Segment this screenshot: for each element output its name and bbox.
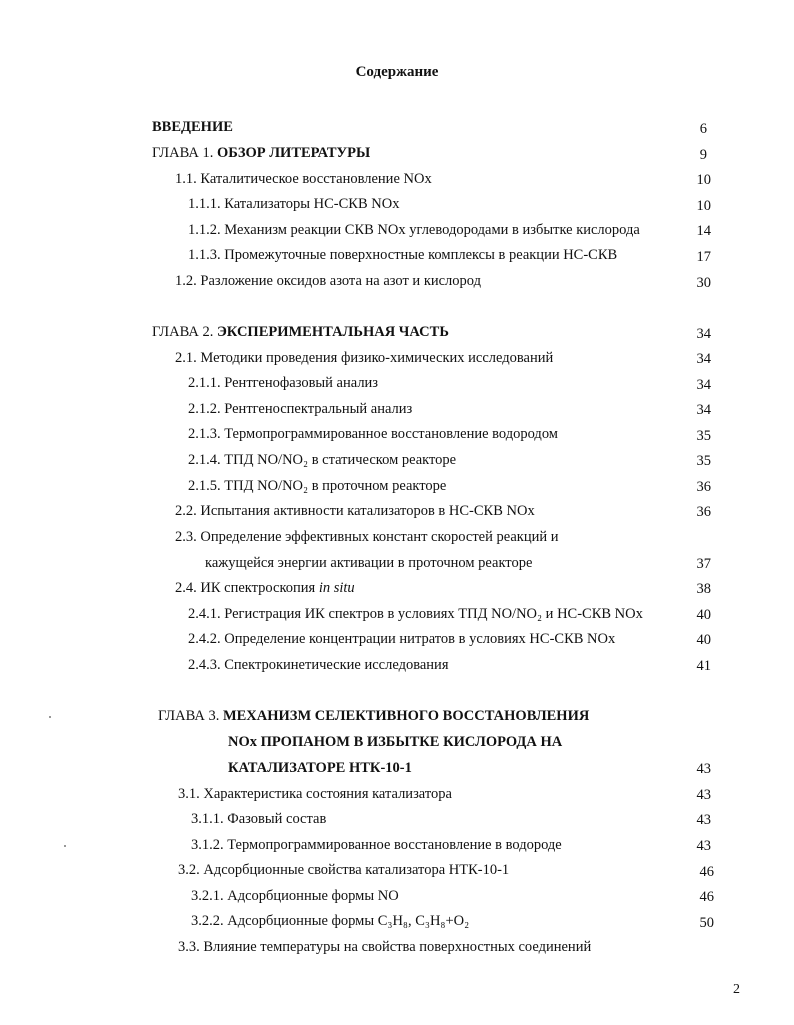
toc-entry-bold-text: МЕХАНИЗМ СЕЛЕКТИВНОГО ВОССТАНОВЛЕНИЯ (222, 708, 590, 724)
toc-page-number: 35 (696, 428, 711, 444)
toc-entry-1-1[interactable]: 1.1. Каталитическое восстановление NOx (175, 171, 432, 187)
toc-page-number: 36 (696, 479, 711, 495)
scan-speck (64, 845, 66, 847)
toc-entry-3-1-2[interactable]: 3.1.2. Термопрограммированное восстановление в водороде (191, 837, 562, 853)
toc-entry-3-3[interactable]: 3.3. Влияние температуры на свойства поверхностных соединений (178, 939, 592, 955)
toc-entry-prefix: ГЛАВА 3. (158, 708, 223, 724)
toc-page-number: 40 (696, 607, 711, 623)
toc-page-number: 37 (696, 556, 711, 572)
toc-page-number: 50 (699, 915, 714, 931)
toc-page-number: 34 (696, 351, 711, 367)
toc-entry-2-1-5[interactable]: 2.1.5. ТПД NO/NO₂ в проточном реакторе (188, 478, 447, 494)
toc-page-number: 40 (696, 632, 711, 648)
toc-entry-chapter-3-line-2[interactable] (228, 733, 562, 751)
toc-entry-chapter-2[interactable] (152, 323, 449, 341)
toc-page-number: 43 (696, 761, 711, 777)
toc-page-number: 6 (699, 121, 707, 137)
toc-entry-bold-text: ЭКСПЕРИМЕНТАЛЬНАЯ ЧАСТЬ (216, 324, 449, 340)
toc-entry-chapter-3-line-3[interactable] (228, 759, 412, 777)
toc-entry-2-1-4[interactable]: 2.1.4. ТПД NO/NO₂ в статическом реакторе (188, 452, 457, 468)
toc-page-number: 10 (696, 172, 711, 188)
toc-page-number: 46 (699, 889, 714, 905)
toc-page-number: 43 (696, 812, 711, 828)
toc-entry-prefix: ГЛАВА 2. (152, 324, 217, 340)
toc-entry-bold-text: ВВЕДЕНИЕ (152, 119, 233, 135)
toc-entry-2-3[interactable]: 2.3. Определение эффективных констант скоростей реакций и (175, 529, 559, 545)
toc-entry-prefix: ГЛАВА 1. (152, 145, 217, 161)
toc-entry-3-1-1[interactable]: 3.1.1. Фазовый состав (191, 811, 327, 827)
toc-page-number: 34 (696, 402, 711, 418)
toc-entry-3-2-1[interactable]: 3.2.1. Адсорбционные формы NO (191, 888, 399, 904)
toc-entry-1-1-3[interactable]: 1.1.3. Промежуточные поверхностные комплексы в реакции НС-СКВ (188, 247, 618, 263)
toc-entry-1-1-1[interactable]: 1.1.1. Катализаторы НС-СКВ NOx (188, 196, 400, 212)
toc-page-number: 35 (696, 453, 711, 469)
toc-entry-1-1-2[interactable]: 1.1.2. Механизм реакции СКВ NOx углеводородами в избытке кислорода (188, 222, 640, 238)
toc-entry-italic-text: in situ (318, 580, 355, 596)
toc-page-number: 9 (699, 147, 707, 163)
toc-entry-3-1[interactable]: 3.1. Характеристика состояния катализатора (178, 786, 452, 802)
toc-page-number: 10 (696, 198, 711, 214)
toc-page-number: 43 (696, 787, 711, 803)
toc-entry-introduction[interactable] (152, 118, 233, 136)
toc-entry-2-1-1[interactable]: 2.1.1. Рентгенофазовый анализ (188, 375, 379, 391)
toc-entry-2-1[interactable]: 2.1. Методики проведения физико-химических исследований (175, 350, 554, 366)
toc-entry-3-2[interactable]: 3.2. Адсорбционные свойства катализатора НТК-10-1 (178, 862, 510, 878)
toc-page-number: 34 (696, 377, 711, 393)
toc-entry-2-4-1[interactable]: 2.4.1. Регистрация ИК спектров в условиях ТПД NO/NO₂ и НС-СКВ NOx (188, 606, 643, 622)
toc-page-number: 43 (696, 838, 711, 854)
toc-entry-2-4-2[interactable]: 2.4.2. Определение концентрации нитратов в условиях НС-СКВ NOx (188, 631, 616, 647)
toc-entry-2-2[interactable]: 2.2. Испытания активности катализаторов в НС-СКВ NOx (175, 503, 535, 519)
toc-page-number: 41 (696, 658, 711, 674)
toc-entry-3-2-2[interactable]: 3.2.2. Адсорбционные формы C₃H₈, C₃H₈+O₂ (191, 913, 470, 929)
toc-entry-chapter-1[interactable] (152, 144, 370, 162)
scan-speck (49, 716, 51, 718)
toc-entry-1-2[interactable]: 1.2. Разложение оксидов азота на азот и кислород (175, 273, 482, 289)
toc-entry-2-4[interactable] (175, 579, 355, 597)
toc-page-number: 14 (696, 223, 711, 239)
toc-entry-2-3-continued[interactable]: кажущейся энергии активации в проточном реакторе (205, 555, 533, 571)
page-title: Содержание (355, 64, 439, 80)
page-number: 2 (733, 982, 740, 997)
toc-page-number: 17 (696, 249, 711, 265)
toc-entry-bold-text: NOx ПРОПАНОМ В ИЗБЫТКЕ КИСЛОРОДА НА (228, 734, 563, 750)
toc-page-number: 30 (696, 275, 711, 291)
toc-entry-2-1-3[interactable]: 2.1.3. Термопрограммированное восстановление водородом (188, 426, 558, 442)
toc-entry-2-1-2[interactable]: 2.1.2. Рентгеноспектральный анализ (188, 401, 413, 417)
toc-page-number: 36 (696, 504, 711, 520)
toc-page-number: 46 (699, 864, 714, 880)
toc-page-number: 38 (696, 581, 711, 597)
toc-entry-bold-text: ОБЗОР ЛИТЕРАТУРЫ (216, 145, 371, 161)
toc-entry-chapter-3[interactable] (158, 707, 589, 725)
toc-entry-2-4-3[interactable]: 2.4.3. Спектрокинетические исследования (188, 657, 449, 673)
toc-page-number: 34 (696, 326, 711, 342)
toc-entry-bold-text: КАТАЛИЗАТОРЕ НТК-10-1 (228, 760, 412, 776)
toc-entry-text: 2.4. ИК спектроскопия (175, 580, 319, 596)
